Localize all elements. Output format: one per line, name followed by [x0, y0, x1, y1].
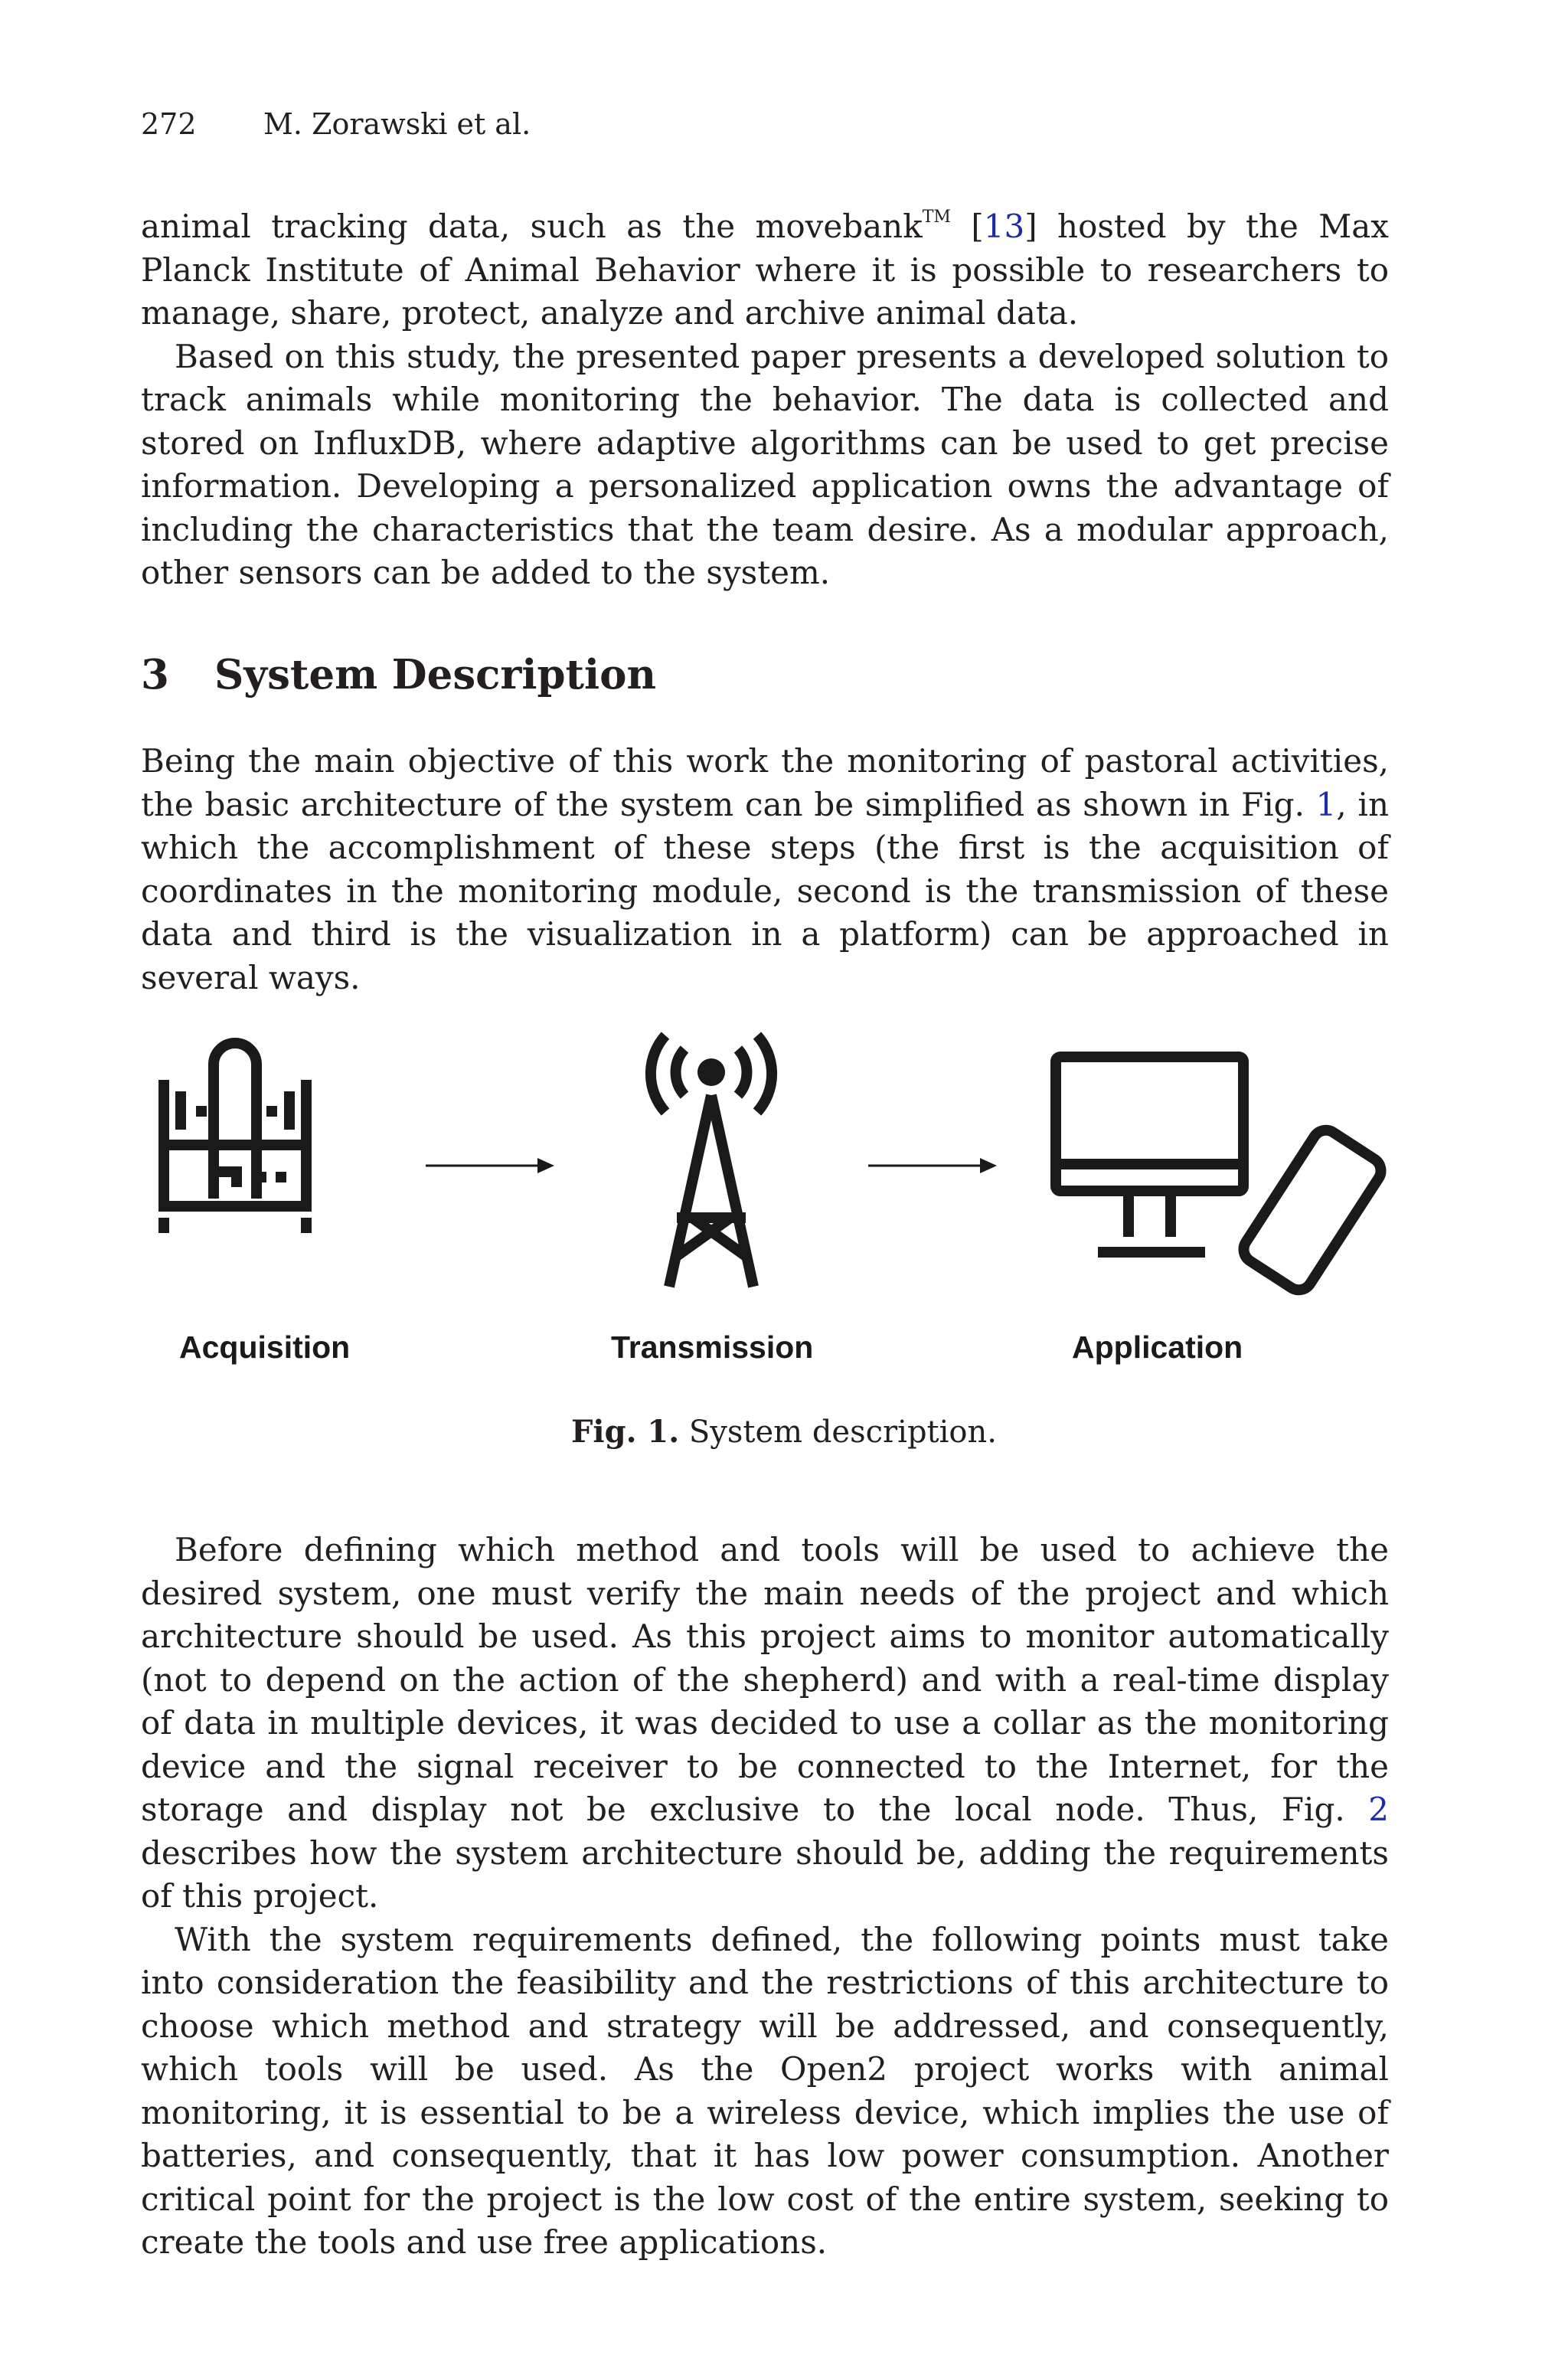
- paragraph-1: animal tracking data, such as the movebank™ [13] hosted by the Max Planck Institute of Animal Behavior where it is possible to researchers to manage, share, protect, analyze and archive animal data.: [141, 208, 1389, 332]
- figure-system-description: [141, 1026, 1389, 1379]
- figure-caption: [0, 1414, 1568, 1450]
- text-block-top: [141, 196, 1389, 595]
- paragraph-5: With the system requirements defined, the following points must take into consideration the feasibility and the restrictions of this architecture to choose which method and strategy will be addressed, and consequently, which tools will be used. As the Open2 project works with animal monitoring, it is essential to be a wireless device, which implies the use of batteries, and consequently, that it has low power consumption. Another critical point for the project is the low cost of the entire system, seeking to create the tools and use free applications.: [141, 1920, 1389, 2261]
- label-application: Application: [1072, 1330, 1243, 1365]
- running-header: [141, 107, 531, 141]
- figure-ref-1[interactable]: 1: [1315, 785, 1337, 823]
- figure-diagram: [141, 1026, 1389, 1379]
- application-devices-icon: [1056, 1057, 1386, 1295]
- page-number: 272: [141, 107, 197, 141]
- running-authors: M. Zorawski et al.: [263, 107, 531, 141]
- trademark-sup: TM: [922, 208, 951, 227]
- acquisition-device-icon: [164, 1043, 306, 1233]
- arrow-transmission-to-application: [868, 1158, 997, 1173]
- paragraph-4: Before defining which method and tools will be used to achieve the desired system, one must verify the main needs of the project and which architecture should be used. As this project aims to monitor automatically (not to depend on the action of the shepherd) and with a real-time display of data in multiple devices, it was decided to use a collar as the monitoring device and the signal receiver to be connected to the Internet, for the storage and display not be exclusive to the local node. Thus, Fig. 2 describes how the system architecture should be, adding the requirements of this project.: [141, 1531, 1389, 1915]
- section-title: System Description: [214, 651, 657, 698]
- section-number: 3: [141, 651, 169, 698]
- label-transmission: Transmission: [611, 1330, 814, 1365]
- section-heading: [141, 651, 656, 698]
- transmission-tower-icon: [651, 1035, 772, 1287]
- text-block-bottom: [141, 1529, 1389, 2265]
- figure-ref-2[interactable]: 2: [1368, 1791, 1389, 1828]
- arrow-acquisition-to-transmission: [426, 1158, 554, 1173]
- caption-label: Fig. 1.: [571, 1414, 680, 1450]
- paragraph-3: Being the main objective of this work the monitoring of pastoral activities, the basic architecture of the system can be simplified as shown in Fig. 1, in which the accomplishment of these steps (the first is the acquisition of coordinates in the monitoring module, second is the transmission of these data and third is the visualization in a platform) can be approached in several ways.: [141, 742, 1389, 996]
- text-block-middle: [141, 740, 1389, 999]
- paragraph-2: Based on this study, the presented paper presents a developed solution to track animals while monitoring the behavior. The data is collected and stored on InfluxDB, where adaptive algorithms can be used to get precise information. Developing a personalized application owns the advantage of including the characteristics that the team desire. As a modular approach, other sensors can be added to the system.: [141, 337, 1389, 591]
- caption-text: System description.: [688, 1415, 997, 1450]
- label-acquisition: Acquisition: [179, 1330, 351, 1365]
- citation-link-13[interactable]: 13: [983, 208, 1025, 245]
